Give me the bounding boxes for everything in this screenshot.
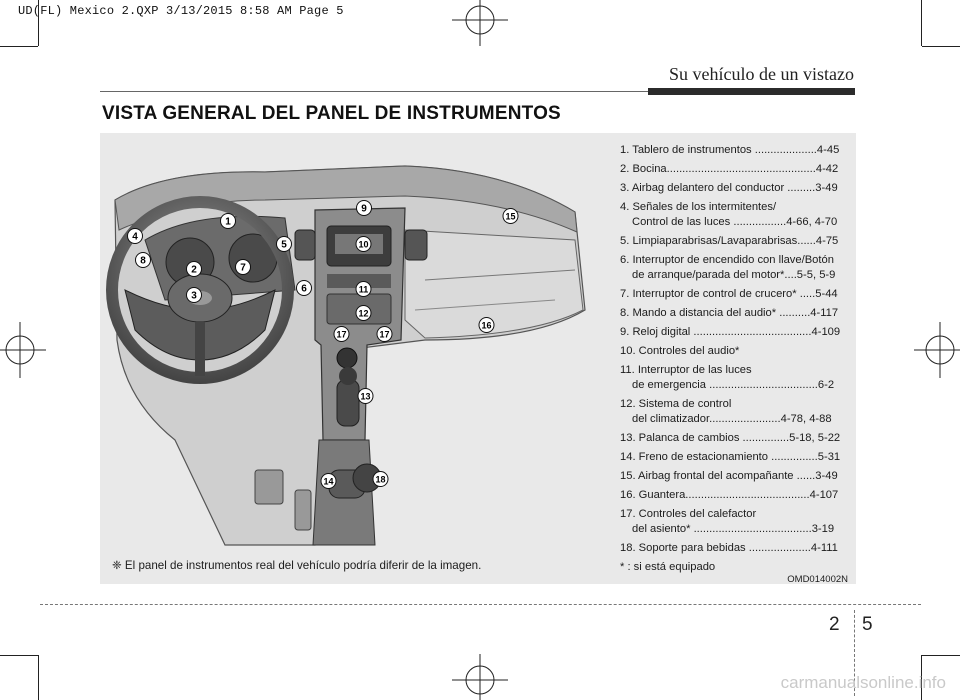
print-slug: UD(FL) Mexico 2.QXP 3/13/2015 8:58 AM Page 5 (18, 4, 344, 18)
callout-badge-10 (355, 236, 372, 252)
legend-item: 5. Limpiaparabrisas/Lavaparabrisas......4-75 (620, 235, 839, 247)
callout-badge-1 (220, 213, 236, 229)
callout-badge-16 (478, 317, 495, 333)
watermark: carmanualsonline.info (780, 673, 946, 692)
legend-item: 9. Reloj digital ......................................4-109 (620, 326, 841, 338)
svg-text:18: 18 (375, 474, 386, 485)
crop-mark-top-right-h (922, 46, 960, 47)
legend-item: 11. Interruptor de las luces de emergencia ...................................6-2 (620, 364, 835, 391)
svg-text:4: 4 (132, 231, 138, 243)
svg-text:7: 7 (240, 262, 246, 274)
svg-text:17: 17 (379, 329, 390, 340)
callout-badge-8 (135, 252, 151, 268)
callout-badge-3 (186, 287, 202, 303)
svg-text:16: 16 (481, 320, 492, 331)
title-rule (100, 91, 648, 92)
legend-item: * : si está equipado (620, 561, 716, 573)
legend-item: 2. Bocina................................................4-42 (620, 163, 839, 175)
title-bar (648, 88, 855, 95)
svg-text:2: 2 (191, 264, 197, 276)
page-heading: VISTA GENERAL DEL PANEL DE INSTRUMENTOS (102, 103, 561, 124)
section-title: Su vehículo de un vistazo (669, 64, 854, 84)
callout-badge-18 (372, 471, 389, 487)
callout-badge-17-left (333, 326, 350, 342)
page-number-page: 5 (862, 614, 873, 635)
legend-item: 18. Soporte para bebidas ....................4-111 (620, 542, 838, 554)
callout-badge-7 (235, 259, 251, 275)
figure-note: ❈ El panel de instrumentos real del vehículo podría diferir de la imagen. (112, 559, 482, 572)
svg-text:5: 5 (281, 239, 287, 251)
svg-text:3: 3 (191, 290, 197, 302)
crop-mark-top-left-h (0, 46, 38, 47)
svg-text:9: 9 (361, 203, 367, 215)
callout-badge-14 (320, 473, 337, 489)
page-number-chapter: 2 (829, 614, 840, 635)
svg-text:14: 14 (323, 476, 334, 487)
legend-item: 4. Señales de los intermitentes/ Control de las luces .................4-66, 4-70 (620, 201, 838, 228)
crop-mark-bottom-left-h (0, 655, 38, 656)
instrument-panel-illustration (105, 140, 595, 550)
callout-badge-15 (502, 208, 519, 224)
svg-text:6: 6 (301, 283, 307, 295)
svg-text:11: 11 (358, 284, 369, 295)
registration-mark-right (914, 318, 960, 382)
crop-mark-bottom-left-v (38, 655, 39, 700)
legend-item: 1. Tablero de instrumentos ....................4-45 (620, 144, 840, 156)
svg-text:12: 12 (358, 308, 369, 319)
svg-text:15: 15 (505, 211, 516, 222)
crop-mark-top-right-v (921, 0, 922, 46)
legend-item: 14. Freno de estacionamiento ...............5-31 (620, 451, 841, 463)
registration-mark-left (0, 318, 46, 382)
svg-text:13: 13 (360, 391, 371, 402)
svg-text:17: 17 (336, 329, 347, 340)
registration-mark-bottom (448, 654, 512, 700)
legend-item: 17. Controles del calefactor del asiento* ......................................3-19 (620, 508, 835, 535)
figure-code: OMD014002N (787, 574, 848, 585)
svg-text:10: 10 (358, 239, 369, 250)
callout-badge-9 (356, 200, 372, 216)
footer-rule (40, 604, 921, 605)
callout-badge-12 (355, 305, 372, 321)
callout-badge-4 (127, 228, 143, 244)
callout-badge-11 (355, 281, 372, 297)
legend-item: 6. Interruptor de encendido con llave/Botón de arranque/parada del motor*....5-5, 5-9 (620, 254, 836, 281)
callout-badge-17-right (376, 326, 393, 342)
registration-mark-top (448, 0, 512, 46)
svg-text:8: 8 (140, 255, 146, 267)
legend-list (620, 143, 850, 579)
legend-item: 13. Palanca de cambios ...............5-18, 5-22 (620, 432, 841, 444)
legend-item: 10. Controles del audio* (620, 345, 740, 357)
callout-badge-5 (276, 236, 292, 252)
legend-item: 7. Interruptor de control de crucero* .....5-44 (620, 288, 838, 300)
callout-badge-13 (357, 388, 374, 404)
legend-item: 15. Airbag frontal del acompañante ......3-49 (620, 470, 838, 482)
crop-mark-bottom-right-h (922, 655, 960, 656)
legend-item: 3. Airbag delantero del conductor .........3-49 (620, 182, 838, 194)
legend-item: 12. Sistema de control del climatizador.......................4-78, 4-88 (620, 398, 832, 425)
legend-item: 16. Guantera........................................4-107 (620, 489, 839, 501)
callout-badge-6 (296, 280, 312, 296)
svg-text:1: 1 (225, 216, 231, 228)
callout-badge-2 (186, 261, 202, 277)
legend-item: 8. Mando a distancia del audio* ..........4-117 (620, 307, 839, 319)
